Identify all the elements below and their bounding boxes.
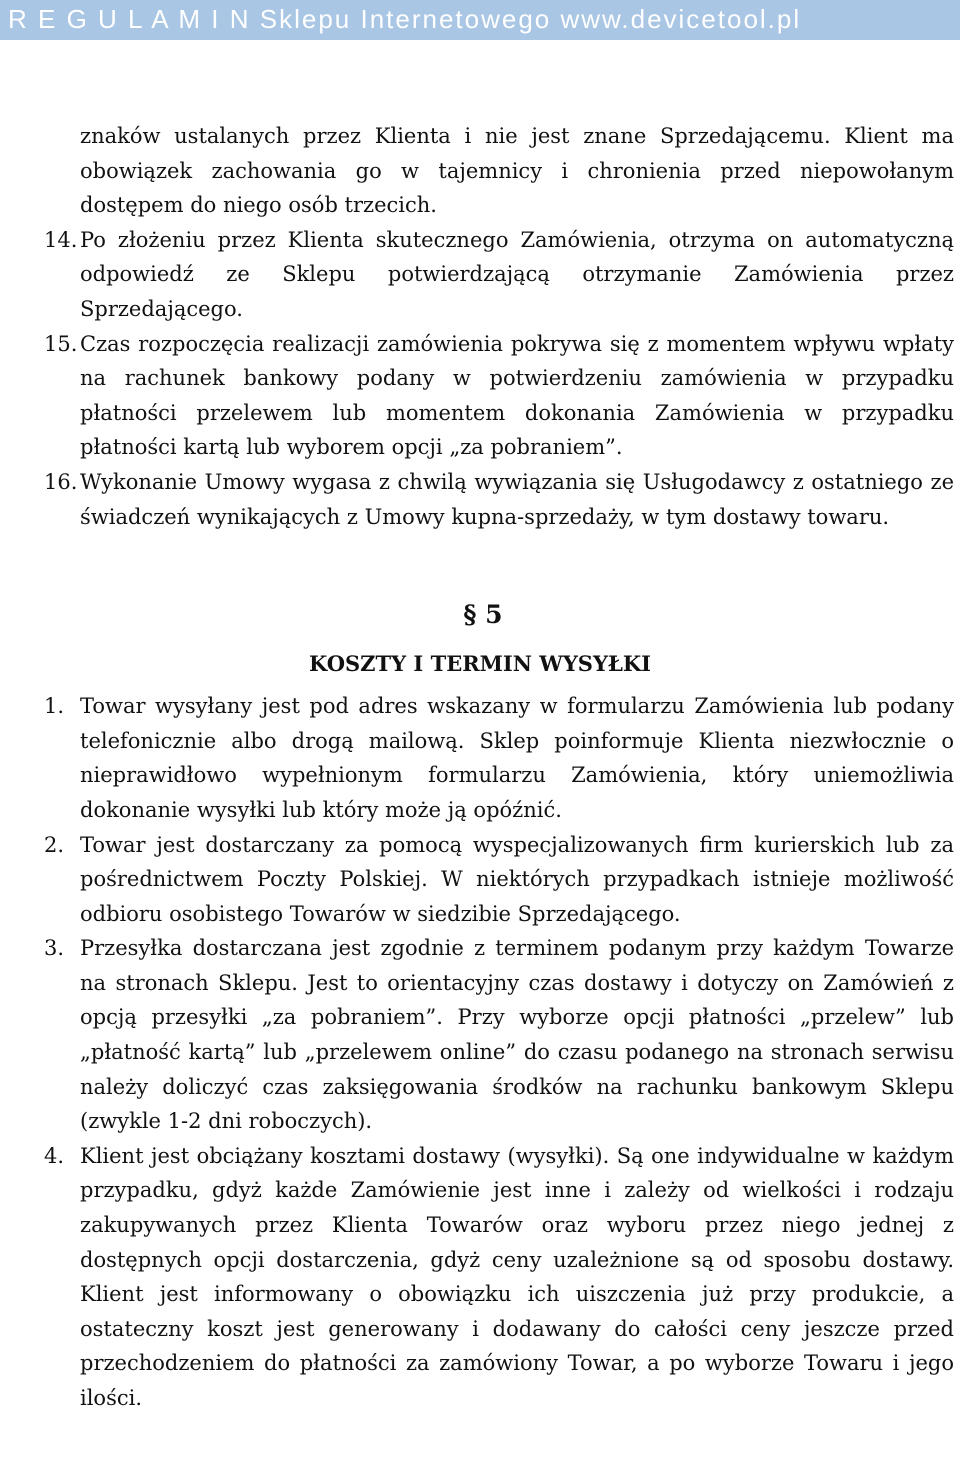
list-item	[0, 465, 960, 534]
item-number: 4.	[44, 1143, 65, 1168]
document-header	[0, 0, 960, 40]
document-body	[0, 119, 960, 1416]
list-item	[0, 689, 960, 827]
section-spacer	[0, 534, 960, 597]
item-text: Klient jest obciążany kosztami dostawy (wysyłki). Są one indywidualne w każdym przypadku, gdyż każde Zamówienie jest inne i zależy od wielkości i rodzaju zakupywanych przez Klienta Towarów oraz wyboru przez niego jednej z dostępnych opcji dostarczenia, gdyż ceny uzależnione są od sposobu dostawy. Klient jest informowany o obowiązku ich uiszczenia już przy produkcie, a ostateczny koszt jest generowany i dodawany do całości ceny jeszcze przed przechodzeniem do płatności za zamówiony Towar, a po wyborze Towaru i jego ilości.	[80, 1143, 954, 1410]
list-item	[0, 119, 960, 223]
header-title: R E G U L A M I N Sklepu Internetowego www.devicetool.pl	[8, 4, 802, 34]
item-number: 16.	[44, 469, 78, 494]
section-title: KOSZTY I TERMIN WYSYŁKI	[309, 651, 651, 677]
list-item	[0, 327, 960, 465]
list-item	[0, 1139, 960, 1416]
item-number: 1.	[44, 694, 65, 719]
section-number: § 5	[463, 600, 503, 630]
item-number: 14.	[44, 227, 78, 252]
list-item	[0, 931, 960, 1139]
item-text: Przesyłka dostarczana jest zgodnie z terminem podanym przy każdym Towarze na stronach Sklepu. Jest to orientacyjny czas dostawy i dotyczy on Zamówień z opcją przesyłki „za pobraniem”. Przy wyborze opcji płatności „przelew” lub „płatność kartą” lub „przelewem online” do czasu podanego na stronach serwisu należy doliczyć czas zaksięgowania środków na rachunku bankowym Sklepu (zwykle 1-2 dni roboczych).	[80, 936, 954, 1134]
item-text: znaków ustalanych przez Klienta i nie jest znane Sprzedającemu. Klient ma obowiązek zachowania go w tajemnicy i chronienia przed niepowołanym dostępem do niego osób trzecich.	[80, 124, 954, 218]
item-text: Po złożeniu przez Klienta skutecznego Zamówienia, otrzyma on automatyczną odpowiedź ze Sklepu potwierdzającą otrzymanie Zamówienia przez Sprzedającego.	[80, 227, 954, 321]
item-number: 2.	[44, 832, 65, 857]
item-text: Wykonanie Umowy wygasa z chwilą wywiązania się Usługodawcy z ostatniego ze świadczeń wynikających z Umowy kupna-sprzedaży, w tym dostawy towaru.	[80, 469, 954, 529]
item-number: 15.	[44, 331, 78, 356]
item-number: 3.	[44, 936, 65, 961]
item-text: Towar wysyłany jest pod adres wskazany w formularzu Zamówienia lub podany telefonicznie albo drogą mailową. Sklep poinformuje Klienta niezwłocznie o nieprawidłowo wypełnionym formularzu Zamówienia, który uniemożliwia dokonanie wysyłki lub który może ją opóźnić.	[80, 694, 954, 822]
list-item	[0, 828, 960, 932]
list-item	[0, 223, 960, 327]
item-text: Towar jest dostarczany za pomocą wyspecjalizowanych firm kurierskich lub za pośrednictwem Poczty Polskiej. W niektórych przypadkach istnieje możliwość odbioru osobistego Towarów w siedzibie Sprzedającego.	[80, 832, 954, 926]
item-text: Czas rozpoczęcia realizacji zamówienia pokrywa się z momentem wpływu wpłaty na rachunek bankowy podany w potwierdzeniu zamówienia w przypadku płatności przelewem lub momentem dokonania Zamówienia w przypadku płatności kartą lub wyborem opcji „za pobraniem”.	[80, 331, 954, 460]
